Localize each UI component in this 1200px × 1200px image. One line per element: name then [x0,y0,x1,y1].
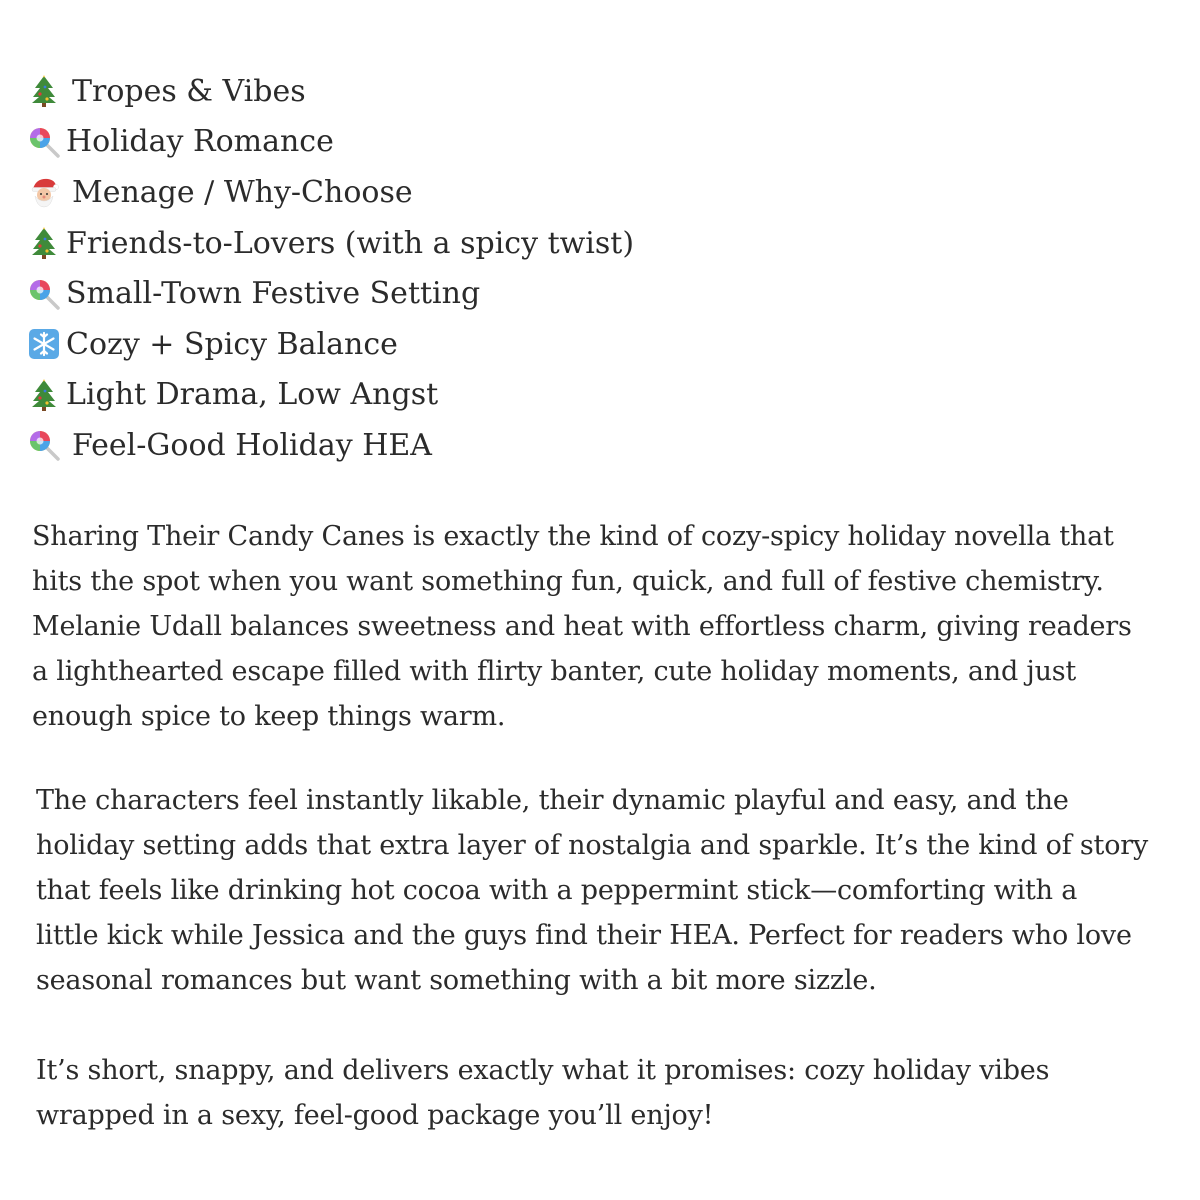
trope-label: Holiday Romance [66,124,334,160]
snowflake-icon [26,326,62,362]
review-paragraph-1 [32,514,1182,739]
paragraph-line: enough spice to keep things warm. [32,701,506,732]
lollipop-icon [26,124,62,160]
review-paragraph-3 [36,1048,1186,1138]
paragraph-line: hits the spot when you want something fun, quick, and full of festive chemistry. [32,566,1104,597]
paragraph-line: a lighthearted escape filled with flirty banter, cute holiday moments, and just [32,656,1077,687]
paragraph-line: Melanie Udall balances sweetness and heat with effortless charm, giving readers [32,611,1132,642]
paragraph-line: Sharing Their Candy Canes is exactly the kind of cozy-spicy holiday novella that [32,521,1114,552]
trope-label: Cozy + Spicy Balance [66,326,398,362]
lollipop-icon [26,276,62,312]
tropes-heading-label: Tropes & Vibes [72,73,306,109]
paragraph-line: that feels like drinking hot cocoa with a peppermint stick—comforting with a [36,875,1078,906]
trope-item-menage [26,167,1126,218]
paragraph-line: It’s short, snappy, and delivers exactly what it promises: cozy holiday vibes [36,1055,1050,1086]
trope-item-cozy-spicy [26,319,1126,370]
trope-label: Small-Town Festive Setting [66,276,481,312]
santa-icon [26,174,62,210]
paragraph-line: The characters feel instantly likable, their dynamic playful and easy, and the [36,785,1069,816]
trope-item-holiday-romance [26,117,1126,168]
trope-item-light-drama [26,370,1126,421]
trope-label: Menage / Why-Choose [72,174,413,210]
paragraph-line: holiday setting adds that extra layer of nostalgia and sparkle. It’s the kind of story [36,830,1149,861]
tropes-list [26,66,1126,471]
tropes-heading [26,66,1126,117]
christmas-tree-icon [26,377,62,413]
paragraph-line: wrapped in a sexy, feel-good package you’ll enjoy! [36,1100,714,1131]
christmas-tree-icon [26,225,62,261]
paragraph-line: seasonal romances but want something with a bit more sizzle. [36,965,877,996]
trope-label: Friends-to-Lovers (with a spicy twist) [66,225,635,261]
trope-label: Feel-Good Holiday HEA [72,427,432,463]
trope-item-feel-good-hea [26,420,1126,471]
christmas-tree-icon [26,73,62,109]
trope-item-small-town [26,268,1126,319]
lollipop-icon [26,427,62,463]
trope-item-friends-to-lovers [26,218,1126,269]
trope-label: Light Drama, Low Angst [66,377,439,413]
paragraph-line: little kick while Jessica and the guys find their HEA. Perfect for readers who love [36,920,1132,951]
review-paragraph-2 [36,778,1186,1003]
